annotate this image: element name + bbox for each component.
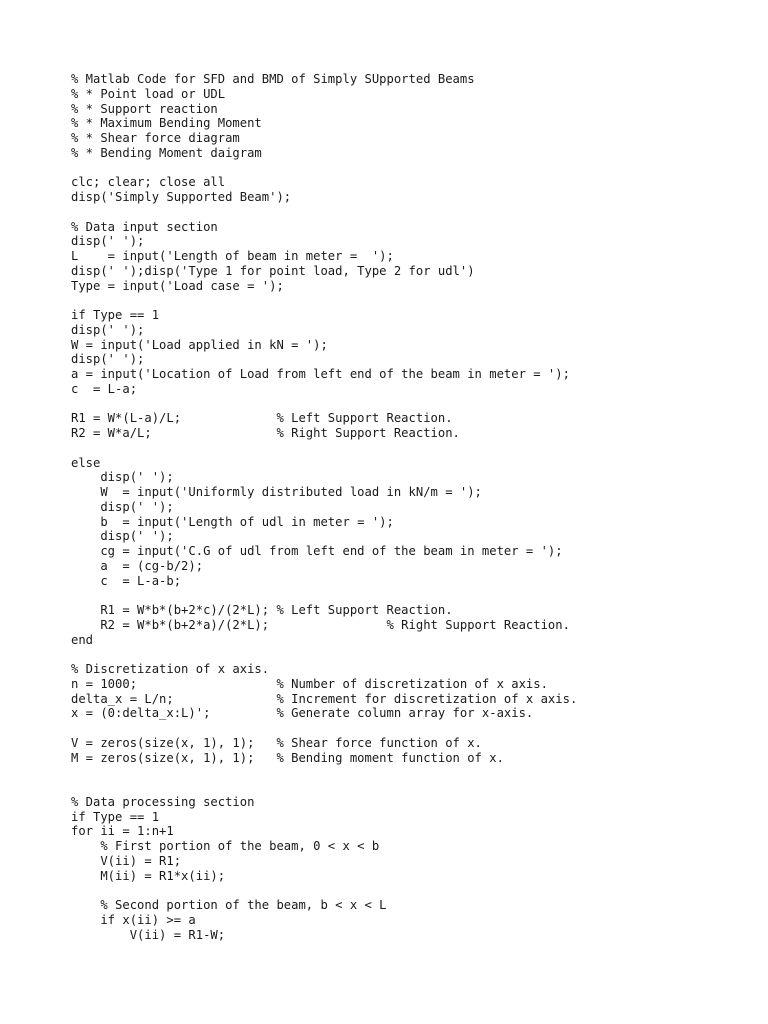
- code-line: disp(' ');: [71, 352, 145, 367]
- code-line: % Data processing section: [71, 794, 255, 809]
- code-line: [71, 293, 577, 308]
- code-line: W = input('Load applied in kN = ');: [71, 337, 328, 352]
- code-line: % Matlab Code for SFD and BMD of Simply SUpported Beams: [71, 72, 475, 86]
- code-line: disp(' ');: [71, 234, 145, 249]
- code-line: % * Shear force diagram: [71, 131, 240, 145]
- code-line: if Type == 1: [71, 809, 160, 824]
- code-line: disp('Simply Supported Beam');: [71, 190, 292, 204]
- code-line: [71, 647, 577, 662]
- code-line: end: [71, 632, 94, 647]
- code-line: if x(ii) >= a: [71, 912, 196, 927]
- code-line: [71, 721, 577, 736]
- matlab-code-listing: [71, 72, 577, 942]
- code-line: [71, 397, 577, 412]
- code-line: [71, 780, 577, 795]
- code-line: V = zeros(size(x, 1), 1); % Shear force function of x.: [71, 735, 482, 750]
- code-line: % * Bending Moment daigram: [71, 145, 262, 160]
- code-line: % First portion of the beam, 0 < x < b: [71, 839, 380, 853]
- code-line: % * Support reaction: [71, 101, 218, 116]
- code-line: Type = input('Load case = ');: [71, 278, 284, 293]
- code-line: L = input('Length of beam in meter = ');: [71, 249, 394, 263]
- code-line: a = input('Location of Load from left end of the beam in meter = ');: [71, 367, 570, 381]
- code-line: c = L-a;: [71, 381, 138, 396]
- code-line: % * Point load or UDL: [71, 86, 226, 101]
- code-line: V(ii) = R1-W;: [71, 927, 226, 942]
- code-line: b = input('Length of udl in meter = ');: [71, 514, 394, 529]
- code-line: disp(' ');: [71, 470, 174, 485]
- code-line: % Discretization of x axis.: [71, 662, 270, 676]
- code-line: [71, 161, 577, 176]
- code-line: R2 = W*a/L; % Right Support Reaction.: [71, 426, 460, 440]
- code-line: [71, 441, 577, 456]
- code-line: V(ii) = R1;: [71, 853, 182, 868]
- code-line: [71, 205, 577, 220]
- code-line: [71, 883, 577, 898]
- code-line: [71, 588, 577, 603]
- code-line: a = (cg-b/2);: [71, 558, 204, 573]
- code-line: R1 = W*b*(b+2*c)/(2*L); % Left Support Reaction.: [71, 603, 453, 617]
- code-line: cg = input('C.G of udl from left end of the beam in meter = ');: [71, 544, 563, 558]
- code-line: disp(' ');disp('Type 1 for point load, Type 2 for udl'): [71, 263, 475, 278]
- code-line: % * Maximum Bending Moment: [71, 116, 262, 131]
- code-line: delta_x = L/n; % Increment for discretization of x axis.: [71, 691, 578, 706]
- code-line: if Type == 1: [71, 308, 160, 322]
- code-line: M(ii) = R1*x(ii);: [71, 868, 226, 883]
- code-line: x = (0:delta_x:L)'; % Generate column array for x-axis.: [71, 706, 534, 721]
- code-line: R1 = W*(L-a)/L; % Left Support Reaction.: [71, 411, 453, 426]
- code-line: n = 1000; % Number of discretization of x axis.: [71, 676, 548, 691]
- code-line: clc; clear; close all: [71, 175, 226, 190]
- code-line: disp(' ');: [71, 499, 174, 514]
- code-line: [71, 765, 577, 780]
- code-line: else: [71, 455, 101, 470]
- code-line: for ii = 1:n+1: [71, 824, 174, 839]
- code-line: R2 = W*b*(b+2*a)/(2*L); % Right Support Reaction.: [71, 617, 570, 632]
- code-line: disp(' ');: [71, 322, 145, 337]
- code-line: W = input('Uniformly distributed load in kN/m = ');: [71, 485, 482, 499]
- code-line: % Data input section: [71, 219, 218, 234]
- code-line: c = L-a-b;: [71, 573, 182, 588]
- code-line: % Second portion of the beam, b < x < L: [71, 898, 387, 912]
- code-line: disp(' ');: [71, 529, 174, 544]
- code-line: M = zeros(size(x, 1), 1); % Bending moment function of x.: [71, 750, 504, 765]
